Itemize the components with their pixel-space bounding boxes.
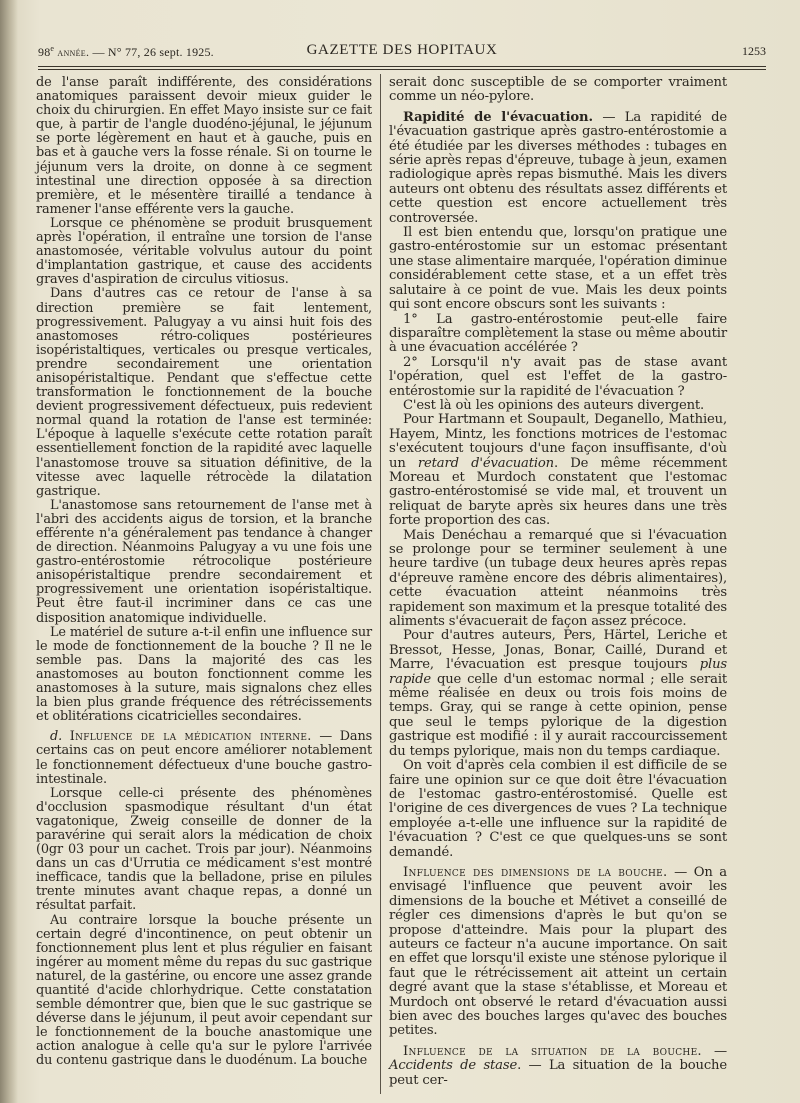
section-text: — Dans certains cas on peut encore améliorer notablement le fonctionnement défectueux d'une bouche gastro-intestinale. [36, 729, 373, 787]
page-binding-shadow [0, 0, 18, 1103]
paragraph: 1° La gastro-entérostomie peut-elle faire disparaître complètement la stase ou même aboutir à une évacuation accélérée ? [389, 311, 727, 356]
paragraph: de l'anse paraît indifférente, des considérations anatomiques paraissent devoir mieux guider le choix du chirurgien. En effet Mayo insiste sur ce fait que, à partir de l'angle duodéno-jéjunal, le jéjunum se porte légèrement en haut et à gauche, puis en bas et à gauche vers la fosse rénale. Si on tourne le jéjunum vers la droite, on donne à ce segment intestinal une direction opposée à sa direction première, et le mésentère tiraillé a tendance à ramener l'anse efférente vers la gauche. [36, 75, 372, 217]
section-text: — La rapidité de l'évacuation gastrique après gastro-entérostomie a été étudiée par les diverses méthodes : tubages en série après repas d'épreuve, tubage à jeun, examen radiologique après repas bismuthé. Mais les divers auteurs ont obtenu des résultats assez différents et cette question est encore actuellement très controversée. [389, 109, 728, 226]
italic-run: retard d'évacuation [417, 455, 554, 471]
section-paragraph [36, 730, 372, 786]
paragraph: Mais Denéchau a remarqué que si l'évacuation se prolonge pour se terminer seulement à une heure tardive (un tubage deux heures après repas d'épreuve ramène encore des débris alimentaires), cette évacuation atteint néanmoins très rapidement son maximum et la presque totalité des aliments s'évacuerait de façon assez précoce. [389, 527, 727, 630]
text-run: . De même récemment Moreau et Murdoch constatent que l'estomac gastro-entérostomisé se vide mal, et trouvent un reliquat de baryte après six heures dans une très forte proportion des cas. [389, 455, 728, 529]
paragraph: Lorsque ce phénomène se produit brusquement après l'opération, il entraîne une torsion de l'anse anastomosée, véritable volvulus autour du point d'implantation gastrique, et cause des accidents graves d'aspiration de circulus vitiosus. [36, 215, 372, 288]
paragraph: Lorsque celle-ci présente des phénomènes d'occlusion spasmodique résultant d'un état vagatonique, Zweig conseille de donner de la paravérine qui serait alors la médication de choix (0gr 03 pour un cachet. Trois par jour). Néanmoins dans un cas d'Urrutia ce médicament s'est montré inefficace, tandis que la belladone, prise en pilules trente minutes avant chaque repas, a donné un résultat parfait. [36, 785, 372, 914]
running-header [38, 40, 766, 64]
paragraph: Au contraire lorsque la bouche présente un certain degré d'incontinence, on peut obtenir un fonctionnement plus lent et plus régulier en faisant ingérer au moment même du repas du suc gastrique naturel, de la gastérine, ou encore une assez grande quantité d'acide chlorhydrique. Cette constatation semble démontrer que, bien que le suc gastrique se déverse dans le jéjunum, il peut avoir cependant sur le fonctionnement de la bouche anastomique une action analogue à celle qu'a sur le pylore l'arrivée du contenu gastrique dans le duodénum. La bouche [36, 912, 372, 1069]
left-column [36, 76, 372, 1069]
right-column [389, 76, 727, 1088]
section-label: d. [50, 729, 70, 745]
journal-title: GAZETTE DES HOPITAUX [306, 42, 498, 58]
header-rule-double [38, 69, 766, 70]
paragraph: Il est bien entendu que, lorsqu'on pratique une gastro-entérostomie sur un estomac présentant une stase alimentaire marquée, l'opération diminue considérablement cette stase, et a un effet très salutaire à ce point de vue. Mais les deux points qui sont encore obscurs sont les suivants : [389, 225, 727, 313]
text-run: que celle d'un estomac normal ; elle serait même réalisée en deux ou trois fois moins de temps. Gray, qui se range à cette opinion, pense que seul le temps pylorique de la digestion gastrique est modifié : il y aurait raccourcissement du temps pylorique, mais non du temps cardiaque. [389, 671, 727, 759]
text-run: Pour d'autres auteurs, Pers, Härtel, Leriche et Bressot, Hesse, Jonas, Bonar, Caillé, Durand et Marre, l'évacuation est presque toujours [389, 628, 727, 673]
italic-run: Accidents de stase [389, 1058, 518, 1074]
page-number: 1253 [742, 44, 766, 58]
paragraph [389, 413, 727, 528]
section-heading: Influence de la médication interne. [69, 729, 312, 745]
text-run: — [701, 1043, 727, 1059]
header-rule [38, 66, 766, 67]
paragraph: 2° Lorsqu'il n'y avait pas de stase avant l'opération, quel est l'effet de la gastro-entérostomie sur la rapidité de l'évacuation ? [389, 354, 727, 399]
paragraph: On voit d'après cela combien il est difficile de se faire une opinion sur ce que doit être l'évacuation de l'estomac gastro-entérostomisé. Quelle est l'origine de ces divergences de vues ? La technique employée a-t-elle une influence sur la rapidité de l'évacuation ? C'est ce que quelques-uns se sont demandé. [389, 758, 727, 860]
section-heading: Rapidité de l'évacuation. [403, 109, 593, 125]
section-paragraph [389, 866, 727, 1039]
issue-number: 98 [38, 45, 51, 59]
section-text: . — La situation de la bouche peut cer- [389, 1058, 727, 1088]
issue-annee: année. [57, 45, 90, 59]
issue-sup: e [50, 44, 55, 53]
issue-date: — N° 77, 26 sept. 1925. [92, 45, 214, 59]
paragraph: C'est là où les opinions des auteurs divergent. [403, 397, 705, 413]
text-run: Pour Hartmann et Soupault, Deganello, Mathieu, Hayem, Mintz, les fonctions motrices de l'estomac s'exécutent toujours d'une façon insuffisante, d'où un [389, 412, 727, 471]
paragraph [389, 629, 727, 759]
section-paragraph [389, 111, 727, 226]
paragraph: serait donc susceptible de se comporter vraiment comme un néo-pylore. [389, 75, 727, 105]
paragraph: Le matériel de suture a-t-il enfin une influence sur le mode de fonctionnement de la bouche ? Il ne le semble pas. Dans la majorité des cas les anastomoses au bouton fonctionnent comme les anastomoses à la suture, mais signalons chez elles la bien plus grande fréquence des rétrécissements et oblitérations cicatricielles secondaires. [36, 624, 372, 725]
section-heading: Influence de la situation de la bouche. [403, 1043, 702, 1059]
section-heading: Influence des dimensions de la bouche. [403, 864, 668, 880]
column-divider [380, 74, 381, 1094]
paragraph: Dans d'autres cas ce retour de l'anse à sa direction première se fait lentement, progressivement. Palugyay a vu ainsi huit fois des anastomoses rétro-coliques postérieures isopéristaltiques, verticales ou presque verticales, prendre secondairement une orientation anisopéristaltique. Pendant que s'effectue cette transformation le fonctionnement de la bouche devient progressivement défectueux, puis redevient normal quand la rotation de l'anse est terminée: L'époque à laquelle s'exécute cette rotation paraît essentiellement fonction de la rapidité avec laquelle l'anastomose trouve sa situation définitive, de la vitesse avec laquelle rétrocède la dilatation gastrique. [36, 286, 372, 499]
italic-run: plus rapide [389, 657, 727, 687]
section-text: — On a envisagé l'influence que peuvent avoir les dimensions de la bouche et Métivet a conseillé de régler ces dimensions d'après le but qu'on se propose d'atteindre. Mais pour la plupart des auteurs ce facteur n'a aucune importance. On sait en effet que lorsqu'il existe une sténose pylorique il faut que le rétrécissement ait atteint un certain degré avant que la stase s'établisse, et Moreau et Murdoch ont observé le retard d'évacuation aussi bien avec des bouches larges qu'avec des bouches petites. [389, 864, 727, 1039]
paragraph: L'anastomose sans retournement de l'anse met à l'abri des accidents aigus de torsion, et la branche efférente n'a généralement pas tendance à changer de direction. Néanmoins Palugyay a vu une fois une gastro-entérostomie rétrocolique postérieure anisopéristaltique prendre secondairement et progressivement une orientation isopéristaltique. Peut être faut-il incriminer dans ce cas une disposition anatomique individuelle. [36, 497, 372, 626]
section-paragraph [389, 1045, 727, 1088]
